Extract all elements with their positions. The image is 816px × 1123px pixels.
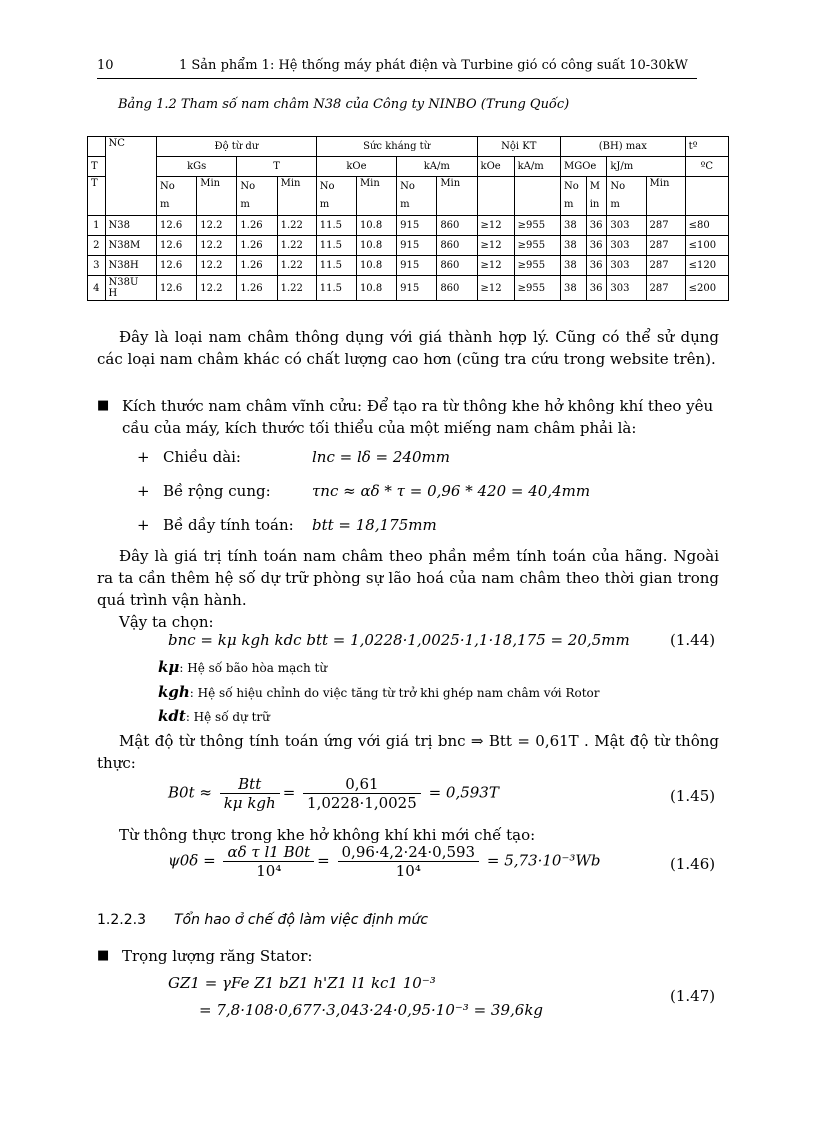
paragraph-4: Mật độ từ thông tính toán ứng với giá trị bnc ⇒ Btt = 0,61T . Mật độ từ thông thực: [97,732,719,772]
table-cell: N38M [105,236,157,256]
table-row [88,236,729,256]
table-cell: 12.6 [157,216,197,236]
table-cell: 1 [88,216,106,236]
table-cell: 303 [607,256,646,276]
tt-header-1: T [88,157,106,177]
item-thickness-label: Bề dầy tính toán: [163,516,294,534]
table-cell: 10.8 [356,216,396,236]
header-row-3: T No m Min No m Min No m Min No m Min No m M in No m Min [88,177,729,216]
bullet-marker: ■ [97,948,110,963]
group-temp: tº [685,137,728,157]
header-row-1 [88,137,729,157]
paragraph-5: Từ thông thực trong khe hở không khí khi mới chế tạo: [119,826,536,844]
table-cell: ≥955 [514,216,560,236]
table-cell: 12.2 [197,216,237,236]
table-cell: 12.6 [157,256,197,276]
item-length-formula: lnc = lδ = 240mm [312,448,450,466]
equation-1-44: bnc = kμ kgh kdc btt = 1,0228·1,0025·1,1·18,175 = 20,5mm [168,631,630,649]
table-cell: ≤80 [685,216,728,236]
table-cell: 1.26 [237,256,277,276]
table-cell: 11.5 [316,236,356,256]
header-row-2: T kGs T kOe kA/m kOe kA/m MGOe kJ/m ºC [88,157,729,177]
table-cell: 36 [586,276,607,301]
table-cell: 10.8 [356,256,396,276]
table-row [88,276,729,301]
plus-marker: + [137,482,150,500]
equation-number-1-45: (1.45) [670,787,716,805]
equation-1-47-line-1: GZ1 = γFe Z1 bZ1 h'Z1 l1 kc1 10⁻³ [168,974,436,992]
section-title: Tổn hao ở chế độ làm việc định mức [173,912,429,928]
table-cell: 287 [646,236,685,256]
paragraph-1: Đây là loại nam châm thông dụng với giá thành hợp lý. Cũng có thể sử dụng các loại nam châm khác có chất lượng cao hơn (cũng tra cứu trong website trên). [97,328,719,368]
table-row [88,216,729,236]
table-cell: ≥955 [514,276,560,301]
symbol-k-gh: kgh: Hệ số hiệu chỉnh do việc tăng từ trở khi ghép nam châm với Rotor [158,683,600,701]
plus-marker: + [137,516,150,534]
bullet-marker: ■ [97,398,110,413]
equation-1-47-line-2: = 7,8·108·0,677·3,043·24·0,95·10⁻³ = 39,6kg [199,1001,544,1019]
item-width-formula: τnc ≈ αδ * τ = 0,96 * 420 = 40,4mm [312,482,591,500]
table-cell: ≤200 [685,276,728,301]
table-cell: 915 [397,256,437,276]
tt-header-2: T [88,177,106,216]
table-cell: 11.5 [316,256,356,276]
table-cell: 36 [586,236,607,256]
equation-1-46: ψ0δ = $\frac{\text{αδ τ l1 B0t}}{\text{10⁴}}$ = $\frac{0,96\cdot 4,2\cdot 24\cdot 0,593}{\text{10⁴}}$ = 5,73·10⁻³Wb [168,843,601,880]
table-body [88,216,729,301]
table-cell: 860 [437,236,477,256]
table-cell: ≤120 [685,256,728,276]
table-cell: 303 [607,216,646,236]
equation-number-1-47: (1.47) [670,987,716,1005]
table-cell: 36 [586,216,607,236]
table-cell: 36 [586,256,607,276]
table-cell: 1.26 [237,236,277,256]
table-cell: 1.22 [277,276,316,301]
table-cell: 1.26 [237,276,277,301]
table-cell: 860 [437,256,477,276]
table-cell: 12.6 [157,236,197,256]
table-cell: ≥12 [477,276,514,301]
table-cell: 12.2 [197,276,237,301]
equation-number-1-44: (1.44) [670,631,716,649]
table-cell: 303 [607,276,646,301]
table-cell: 3 [88,256,106,276]
table-cell: 10.8 [356,236,396,256]
table-cell: 38 [560,236,586,256]
table-cell: ≥12 [477,236,514,256]
plus-marker: + [137,448,150,466]
table-row [88,256,729,276]
table-cell: 287 [646,276,685,301]
item-length-label: Chiều dài: [163,448,241,466]
table-cell: 11.5 [316,276,356,301]
header-title: 1 Sản phẩm 1: Hệ thống máy phát điện và Turbine gió có công suất 10-30kW [179,58,688,73]
table-cell: 860 [437,276,477,301]
table-cell: 915 [397,236,437,256]
table-cell: ≥955 [514,256,560,276]
table-cell: 38 [560,256,586,276]
table-cell: 287 [646,216,685,236]
page-number: 10 [97,58,114,73]
table-cell: ≥955 [514,236,560,256]
table-cell: 1.22 [277,216,316,236]
table-cell: 860 [437,216,477,236]
group-bhmax: (BH) max [560,137,685,157]
item-thickness-formula: btt = 18,175mm [312,516,437,534]
table-cell: N38 [105,216,157,236]
equation-1-45: B0t ≈ $\frac{\text{Btt}}{\text{kμ kgh}}$ = $\frac{0,61}{1,0228\cdot 1,0025}$ = 0,593T [168,775,499,812]
table-cell: N38H [105,256,157,276]
table-caption: Bảng 1.2 Tham số nam châm N38 của Công ty NINBO (Trung Quốc) [118,97,570,112]
magnet-parameter-table [87,136,729,301]
table-cell: 11.5 [316,216,356,236]
table-cell: ≤100 [685,236,728,256]
table-cell: N38U H [105,276,157,301]
table-cell: 915 [397,276,437,301]
paragraph-3: Vậy ta chọn: [119,613,214,631]
symbol-k-mu: kμ: Hệ số bão hòa mạch từ [158,658,328,676]
equation-number-1-46: (1.46) [670,855,716,873]
table-cell: 2 [88,236,106,256]
table-cell: 303 [607,236,646,256]
table-cell: 38 [560,216,586,236]
paragraph-2: Đây là giá trị tính toán nam châm theo phần mềm tính toán của hãng. Ngoài ra ta cần thêm hệ số dự trữ phòng sự lão hoá của nam châm theo thời gian trong quá trình vận hành. [97,547,719,609]
table-cell: 287 [646,256,685,276]
table-cell: 12.2 [197,236,237,256]
table-cell: ≥12 [477,256,514,276]
nc-header: NC [105,137,157,216]
symbol-k-dt: kdt: Hệ số dự trữ [158,707,270,725]
table-cell: ≥12 [477,216,514,236]
section-number: 1.2.2.3 [97,912,146,928]
bullet-magnet-size: Kích thước nam châm vĩnh cửu: Để tạo ra từ thông khe hở không khí theo yêu cầu của máy, kích thước tối thiểu của một miếng nam châm phải là: [122,397,714,437]
table-cell: 1.26 [237,216,277,236]
section-heading [97,912,428,928]
group-coercivity: Sức kháng từ [316,137,477,157]
table-cell: 10.8 [356,276,396,301]
table-cell: 4 [88,276,106,301]
table-cell: 38 [560,276,586,301]
group-remanence: Độ từ dư [157,137,317,157]
page-header [97,58,697,79]
table-cell: 915 [397,216,437,236]
table-cell: 1.22 [277,236,316,256]
group-intrinsic: Nội KT [477,137,560,157]
table-cell: 12.2 [197,256,237,276]
table-cell: 12.6 [157,276,197,301]
item-width-label: Bề rộng cung: [163,482,271,500]
bullet-stator-weight: Trọng lượng răng Stator: [122,947,313,965]
table-cell: 1.22 [277,256,316,276]
